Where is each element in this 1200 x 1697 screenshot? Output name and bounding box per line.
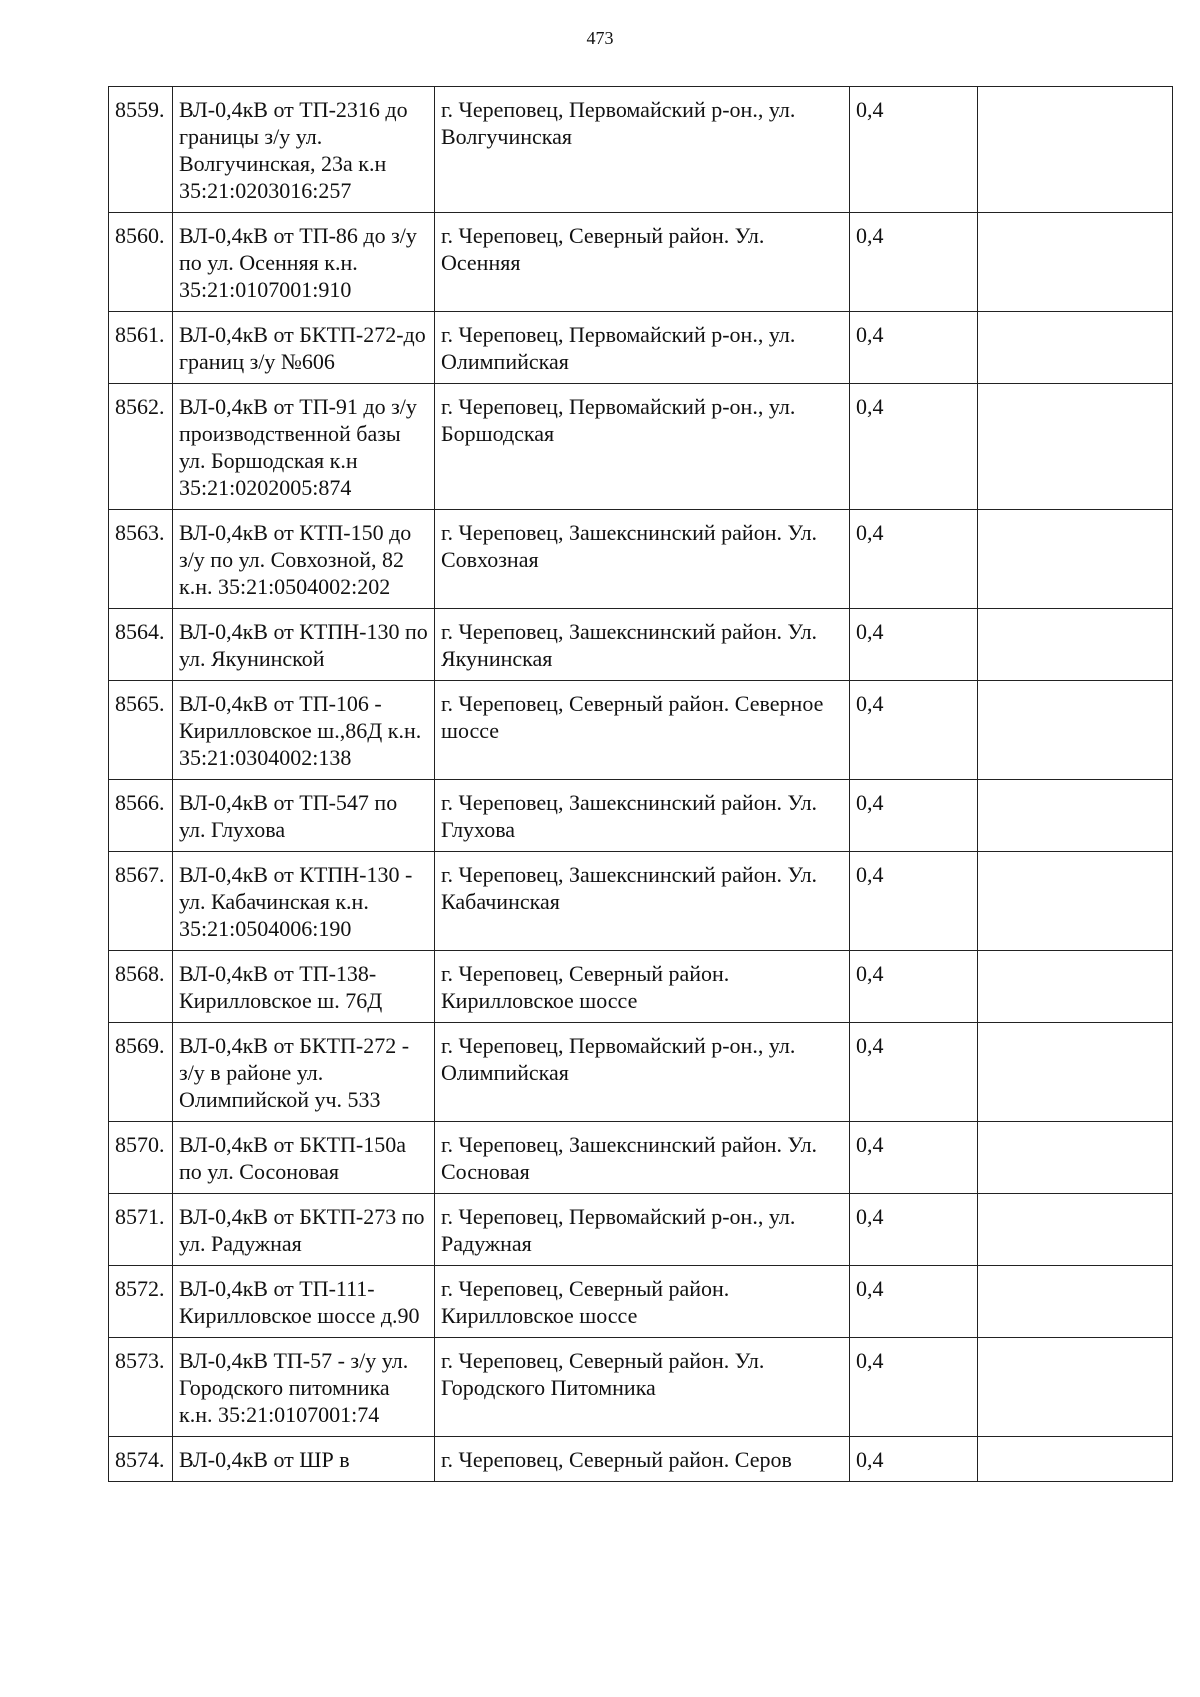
line-voltage: 0,4 <box>850 681 978 780</box>
line-name: ВЛ-0,4кВ от ТП-106 - Кирилловское ш.,86Д к.н. 35:21:0304002:138 <box>173 681 435 780</box>
extra-cell <box>978 1122 1173 1194</box>
table-row <box>109 1437 1173 1482</box>
line-address: г. Череповец, Северный район. Северное шоссе <box>435 681 850 780</box>
line-address: г. Череповец, Северный район. Ул. Городского Питомника <box>435 1338 850 1437</box>
table-row <box>109 609 1173 681</box>
extra-cell <box>978 1437 1173 1482</box>
row-number: 8562. <box>109 384 173 510</box>
extra-cell <box>978 1266 1173 1338</box>
extra-cell <box>978 609 1173 681</box>
line-voltage: 0,4 <box>850 384 978 510</box>
line-address: г. Череповец, Зашекснинский район. Ул. Глухова <box>435 780 850 852</box>
line-address: г. Череповец, Зашекснинский район. Ул. Якунинская <box>435 609 850 681</box>
extra-cell <box>978 384 1173 510</box>
line-name: ВЛ-0,4кВ от КТПН-130 - ул. Кабачинская к.н. 35:21:0504006:190 <box>173 852 435 951</box>
extra-cell <box>978 681 1173 780</box>
line-voltage: 0,4 <box>850 213 978 312</box>
table-row <box>109 1023 1173 1122</box>
line-address: г. Череповец, Зашекснинский район. Ул. Кабачинская <box>435 852 850 951</box>
line-voltage: 0,4 <box>850 609 978 681</box>
table-row <box>109 87 1173 213</box>
line-address: г. Череповец, Северный район. Кирилловское шоссе <box>435 1266 850 1338</box>
line-voltage: 0,4 <box>850 1338 978 1437</box>
table-row <box>109 780 1173 852</box>
row-number: 8561. <box>109 312 173 384</box>
row-number: 8568. <box>109 951 173 1023</box>
row-number: 8570. <box>109 1122 173 1194</box>
line-address: г. Череповец, Зашекснинский район. Ул. Совхозная <box>435 510 850 609</box>
row-number: 8569. <box>109 1023 173 1122</box>
row-number: 8572. <box>109 1266 173 1338</box>
line-voltage: 0,4 <box>850 1437 978 1482</box>
table-row <box>109 312 1173 384</box>
line-voltage: 0,4 <box>850 780 978 852</box>
registry-table <box>108 86 1173 1482</box>
row-number: 8574. <box>109 1437 173 1482</box>
table-row <box>109 1194 1173 1266</box>
line-name: ВЛ-0,4кВ от ТП-2316 до границы з/у ул. Волгучинская, 23а к.н 35:21:0203016:257 <box>173 87 435 213</box>
line-name: ВЛ-0,4кВ от ТП-547 по ул. Глухова <box>173 780 435 852</box>
extra-cell <box>978 87 1173 213</box>
line-name: ВЛ-0,4кВ от КТП-150 до з/у по ул. Совхозной, 82 к.н. 35:21:0504002:202 <box>173 510 435 609</box>
table-row <box>109 681 1173 780</box>
extra-cell <box>978 1023 1173 1122</box>
extra-cell <box>978 312 1173 384</box>
page-number: 473 <box>586 28 614 48</box>
table-row <box>109 1338 1173 1437</box>
line-name: ВЛ-0,4кВ от ТП-138-Кирилловское ш. 76Д <box>173 951 435 1023</box>
line-address: г. Череповец, Северный район. Ул. Осенняя <box>435 213 850 312</box>
line-address: г. Череповец, Северный район. Серов <box>435 1437 850 1482</box>
line-name: ВЛ-0,4кВ от ТП-86 до з/у по ул. Осенняя к.н. 35:21:0107001:910 <box>173 213 435 312</box>
line-name: ВЛ-0,4кВ от ШР в <box>173 1437 435 1482</box>
line-voltage: 0,4 <box>850 951 978 1023</box>
line-voltage: 0,4 <box>850 312 978 384</box>
line-address: г. Череповец, Первомайский р-он., ул. Волгучинская <box>435 87 850 213</box>
table-row <box>109 384 1173 510</box>
line-address: г. Череповец, Первомайский р-он., ул. Боршодская <box>435 384 850 510</box>
line-voltage: 0,4 <box>850 1122 978 1194</box>
line-voltage: 0,4 <box>850 1194 978 1266</box>
row-number: 8565. <box>109 681 173 780</box>
row-number: 8564. <box>109 609 173 681</box>
line-voltage: 0,4 <box>850 852 978 951</box>
line-voltage: 0,4 <box>850 1266 978 1338</box>
table-row <box>109 951 1173 1023</box>
row-number: 8566. <box>109 780 173 852</box>
extra-cell <box>978 951 1173 1023</box>
table-row <box>109 1266 1173 1338</box>
line-address: г. Череповец, Первомайский р-он., ул. Радужная <box>435 1194 850 1266</box>
line-voltage: 0,4 <box>850 510 978 609</box>
line-address: г. Череповец, Северный район. Кирилловское шоссе <box>435 951 850 1023</box>
row-number: 8573. <box>109 1338 173 1437</box>
row-number: 8560. <box>109 213 173 312</box>
row-number: 8571. <box>109 1194 173 1266</box>
line-address: г. Череповец, Первомайский р-он., ул. Олимпийская <box>435 312 850 384</box>
line-address: г. Череповец, Первомайский р-он., ул. Олимпийская <box>435 1023 850 1122</box>
row-number: 8567. <box>109 852 173 951</box>
table-row <box>109 510 1173 609</box>
line-name: ВЛ-0,4кВ от БКТП-272 - з/у в районе ул. Олимпийской уч. 533 <box>173 1023 435 1122</box>
table-row <box>109 213 1173 312</box>
extra-cell <box>978 852 1173 951</box>
extra-cell <box>978 213 1173 312</box>
line-voltage: 0,4 <box>850 87 978 213</box>
line-voltage: 0,4 <box>850 1023 978 1122</box>
line-name: ВЛ-0,4кВ от ТП-91 до з/у производственной базы ул. Боршодская к.н 35:21:0202005:874 <box>173 384 435 510</box>
table-row <box>109 852 1173 951</box>
table-row <box>109 1122 1173 1194</box>
extra-cell <box>978 510 1173 609</box>
extra-cell <box>978 1194 1173 1266</box>
line-name: ВЛ-0,4кВ от БКТП-272-до границ з/у №606 <box>173 312 435 384</box>
extra-cell <box>978 1338 1173 1437</box>
row-number: 8563. <box>109 510 173 609</box>
line-name: ВЛ-0,4кВ от ТП-111-Кирилловское шоссе д.90 <box>173 1266 435 1338</box>
line-name: ВЛ-0,4кВ от БКТП-150а по ул. Сосоновая <box>173 1122 435 1194</box>
line-name: ВЛ-0,4кВ ТП-57 - з/у ул. Городского питомника к.н. 35:21:0107001:74 <box>173 1338 435 1437</box>
line-address: г. Череповец, Зашекснинский район. Ул. Сосновая <box>435 1122 850 1194</box>
line-name: ВЛ-0,4кВ от БКТП-273 по ул. Радужная <box>173 1194 435 1266</box>
row-number: 8559. <box>109 87 173 213</box>
line-name: ВЛ-0,4кВ от КТПН-130 по ул. Якунинской <box>173 609 435 681</box>
extra-cell <box>978 780 1173 852</box>
